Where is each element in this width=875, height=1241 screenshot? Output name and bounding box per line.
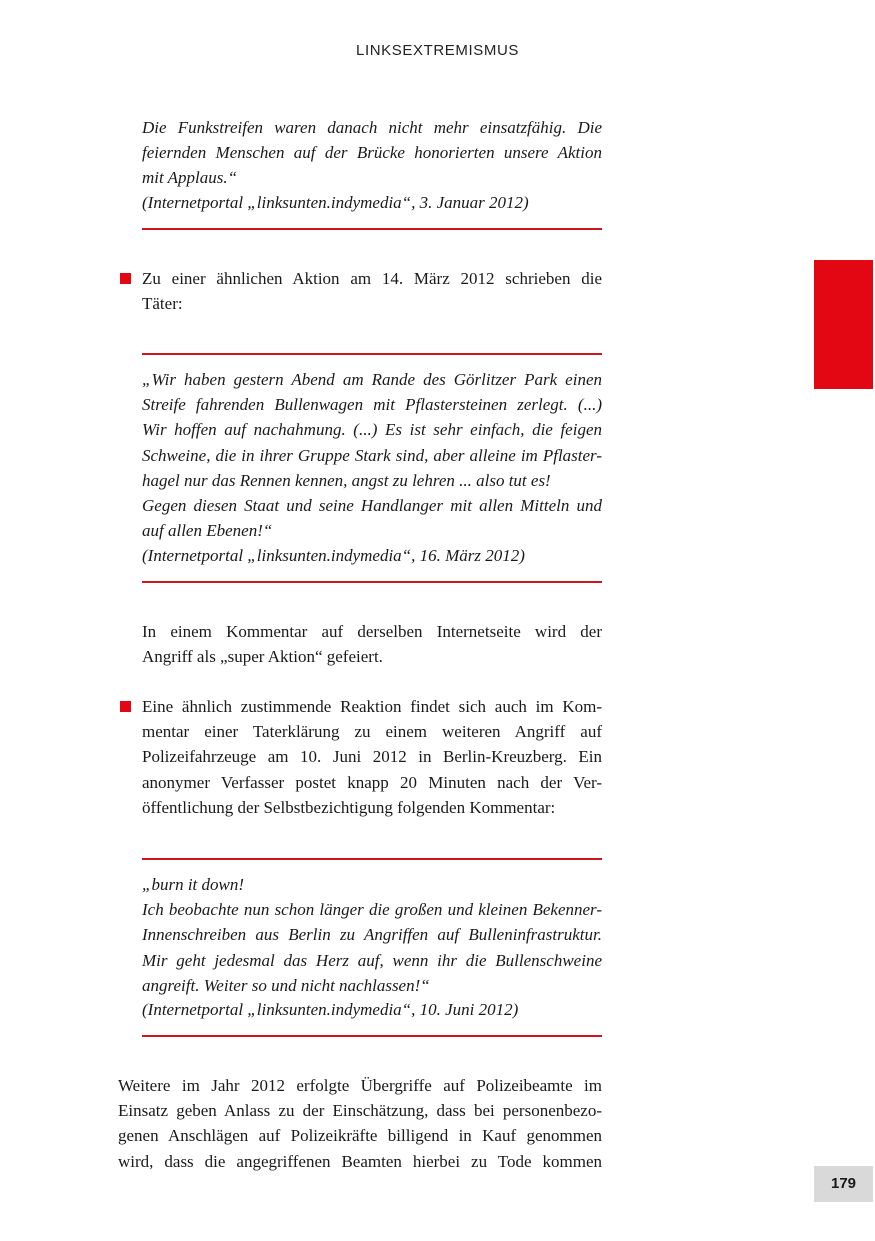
quote-2-line: Schweine, die in ihrer Gruppe Stark sind, aber alleine im Pflaster- [142, 445, 602, 465]
quote-3-line: „burn it down! [142, 875, 245, 894]
quote-1-line: Die Funkstreifen waren danach nicht mehr einsatzfähig. Die [142, 118, 602, 137]
quote-2-line: auf allen Ebenen!“ [142, 521, 273, 541]
comment-paragraph-line: Angriff als „super Aktion“ gefeiert. [142, 647, 383, 667]
body-paragraph [118, 1073, 602, 1174]
quote-1 [142, 115, 602, 191]
quote-2-line: Gegen diesen Staat und seine Handlanger mit allen Mitteln und [142, 495, 602, 515]
quote-2-line: Streife fahrenden Bullenwagen mit Pflastersteinen zerlegt. (...) [142, 395, 602, 415]
bullet-1-line: Zu einer ähnlichen Aktion am 14. März 2012 schrieben die [142, 269, 602, 288]
bullet-2-line: öffentlichung der Selbstbezichtigung folgenden Kommentar: [142, 797, 556, 817]
body-paragraph-line: wird, dass die angegriffenen Beamten hierbei zu Tode kommen [118, 1151, 602, 1171]
quote-1-bottom-rule [142, 228, 602, 230]
quote-3-source: (Internetportal „linksunten.indymedia“, 10. Juni 2012) [142, 1000, 519, 1019]
quote-3-line: angreift. Weiter so und nicht nachlassen!“ [142, 975, 430, 995]
comment-paragraph-line: In einem Kommentar auf derselben Internetseite wird der [142, 622, 602, 641]
bullet-1-text [142, 266, 602, 316]
bullet-2-text [142, 694, 602, 820]
quote-2-source: (Internetportal „linksunten.indymedia“, 16. März 2012) [142, 546, 525, 565]
quote-1-source: (Internetportal „linksunten.indymedia“, 3. Januar 2012) [142, 193, 529, 212]
page-number: 179 [814, 1166, 873, 1202]
quote-3-top-rule [142, 858, 602, 860]
quote-3-line: Ich beobachte nun schon länger die großen und kleinen Bekenner- [142, 900, 602, 920]
bullet-1-marker [120, 273, 131, 284]
quote-2-bottom-rule [142, 581, 602, 583]
quote-2-top-rule [142, 353, 602, 355]
quote-2-line: „Wir haben gestern Abend am Rande des Görlitzer Park einen [142, 370, 602, 389]
bullet-2-line: anonymer Verfasser postet knapp 20 Minuten nach der Ver- [142, 772, 602, 792]
quote-2-line: hagel nur das Rennen kennen, angst zu lehren ... also tut es! [142, 470, 551, 490]
quote-3-bottom-rule [142, 1035, 602, 1037]
bullet-2-line: Eine ähnlich zustimmende Reaktion findet sich auch im Kom- [142, 697, 602, 716]
quote-3-line: Innenschreiben aus Berlin zu Angriffen auf Bulleninfrastruktur. [142, 925, 602, 945]
quote-3-line: Mir geht jedesmal das Herz auf, wenn ihr die Bullenschweine [142, 950, 602, 970]
body-paragraph-line: Weitere im Jahr 2012 erfolgte Übergriffe auf Polizeibeamte im [118, 1076, 602, 1095]
quote-2-line: Wir hoffen auf nachahmung. (...) Es ist sehr einfach, die feigen [142, 420, 602, 440]
quote-2 [142, 367, 602, 543]
chapter-tab-marker [814, 260, 873, 389]
comment-paragraph [142, 619, 602, 669]
bullet-1-line: Täter: [142, 294, 183, 314]
quote-1-line: feiernden Menschen auf der Brücke honorierten unsere Aktion [142, 143, 602, 163]
bullet-2-marker [120, 701, 131, 712]
quote-3 [142, 872, 602, 998]
bullet-2-line: mentar einer Taterklärung zu einem weiteren Angriff auf [142, 722, 602, 742]
bullet-2-line: Polizeifahrzeuge am 10. Juni 2012 in Berlin-Kreuzberg. Ein [142, 747, 602, 767]
body-paragraph-line: Einsatz geben Anlass zu der Einschätzung, dass bei personenbezo- [118, 1101, 602, 1121]
quote-1-line: mit Applaus.“ [142, 168, 238, 188]
running-header: LINKSEXTREMISMUS [356, 42, 519, 59]
body-paragraph-line: genen Anschlägen auf Polizeikräfte billigend in Kauf genommen [118, 1126, 602, 1146]
